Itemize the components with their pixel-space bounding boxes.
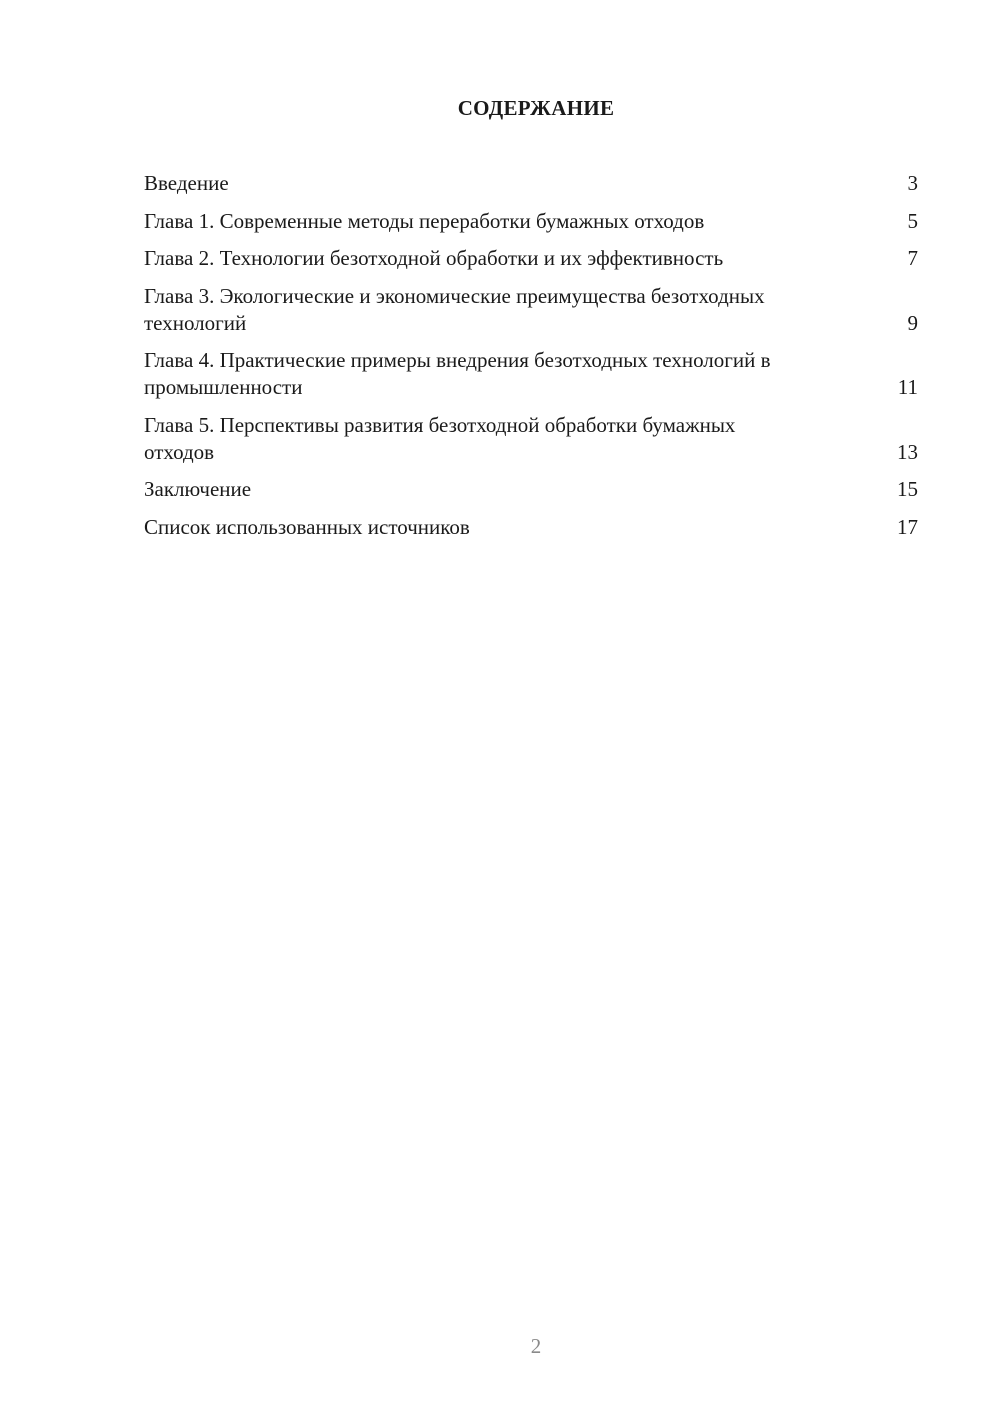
toc-entry-conclusion [144,476,918,503]
toc-entry-chapter-5 [144,412,918,466]
page-number: 2 [530,1334,542,1358]
toc-entry-title: Глава 4. Практические примеры внедрения безотходных технологий в промышленности [144,348,771,399]
toc-entry-page: 15 [897,477,918,501]
toc-entry-title: Заключение [144,477,252,501]
toc-entry-page: 13 [897,439,918,464]
toc-entry-page: 11 [897,375,918,399]
toc-entry-chapter-1 [144,208,918,235]
toc-entry-page: 7 [907,246,918,270]
toc-entry-title: Глава 1. Современные методы переработки бумажных отходов [144,208,705,233]
toc-entry-page: 5 [907,208,918,233]
toc-entry-title: Глава 3. Экологические и экономические преимущества безотходных технологий [144,283,765,335]
toc-entry-page: 9 [907,310,918,335]
toc-entry-title: Список использованных источников [144,514,470,539]
toc-entry-page: 3 [907,171,918,195]
toc-entry-chapter-2 [144,245,918,272]
toc-entry-introduction [144,170,918,197]
toc-entry-title: Глава 5. Перспективы развития безотходной обработки бумажных отходов [144,412,736,464]
toc-entry-references [144,514,918,541]
toc-entry-title: Введение [144,171,229,195]
page-title: СОДЕРЖАНИЕ [457,96,615,120]
toc-entry-title: Глава 2. Технологии безотходной обработки и их эффективность [144,246,724,270]
table-of-contents [144,170,918,551]
toc-entry-page: 17 [897,514,918,539]
toc-entry-chapter-3 [144,283,918,337]
toc-entry-chapter-4 [144,347,918,401]
